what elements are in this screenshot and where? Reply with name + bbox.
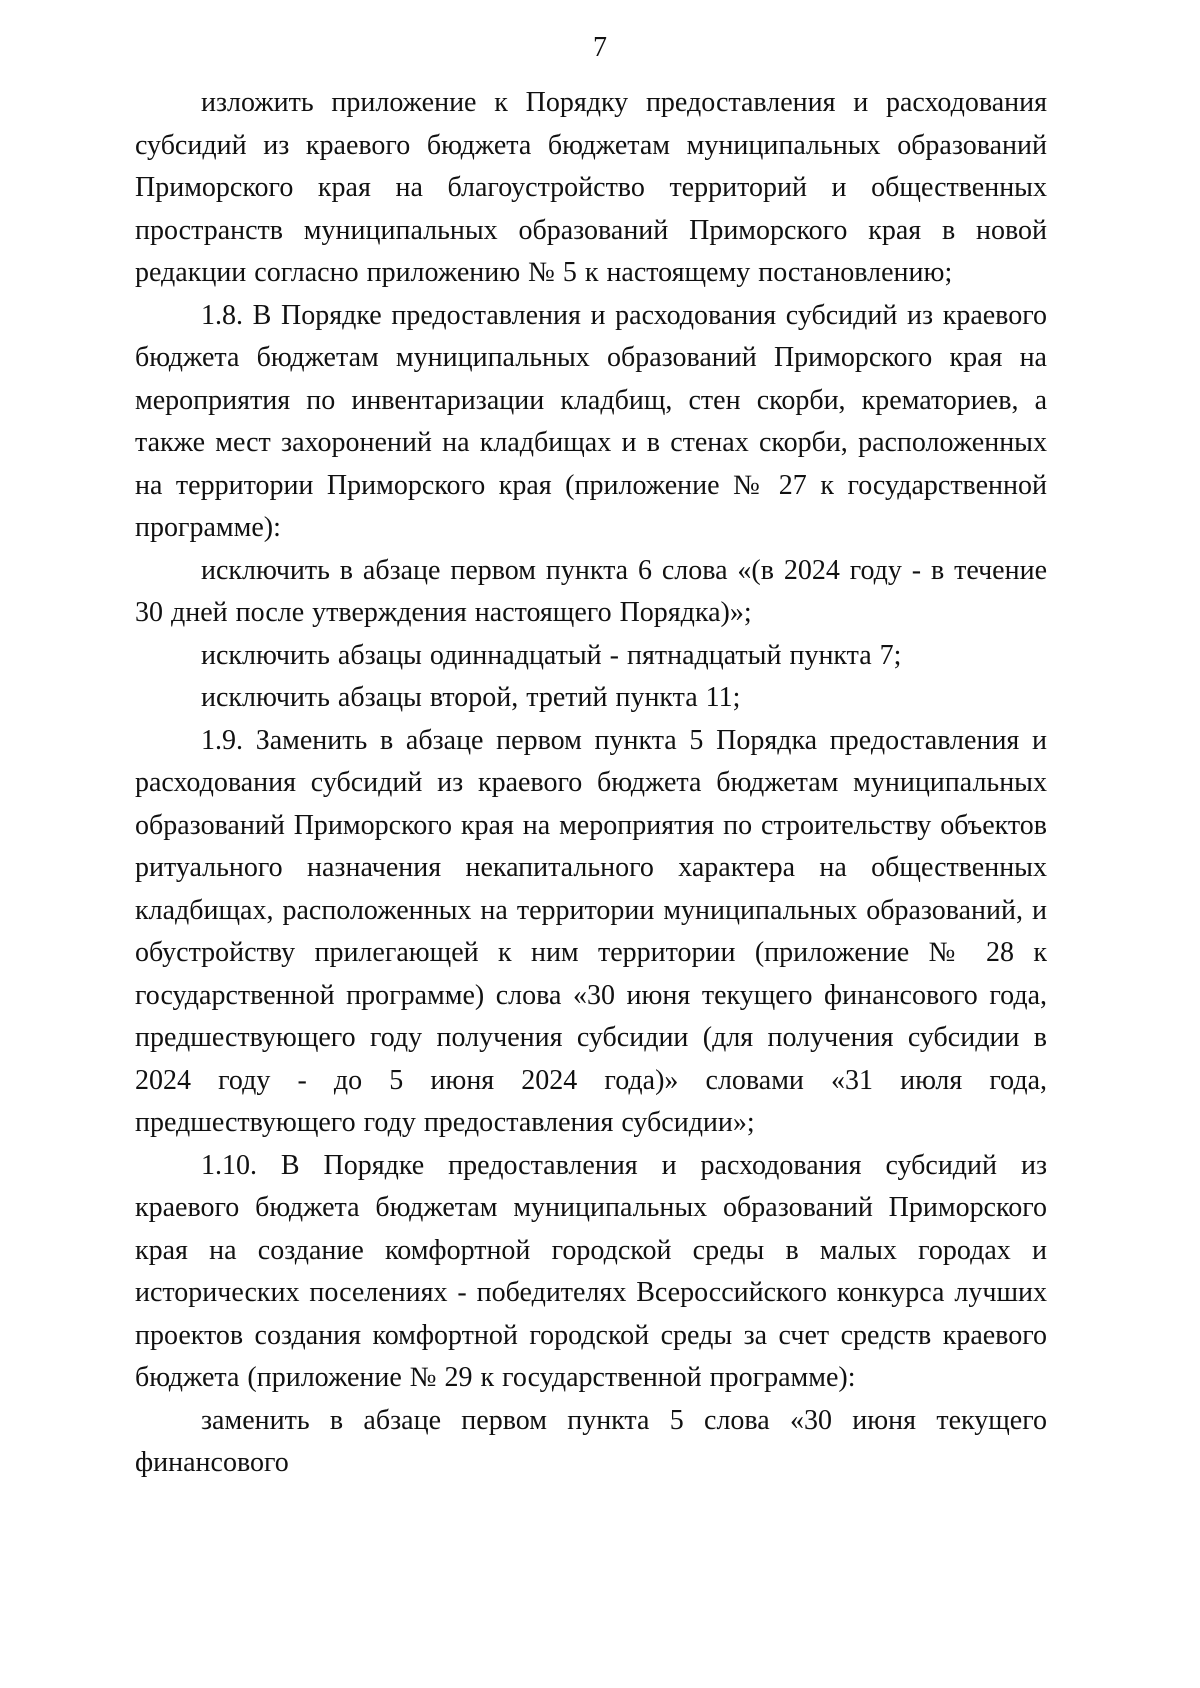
paragraph-replace-words: заменить в абзаце первом пункта 5 слова «30 июня текущего финансового [135,1404,1047,1478]
paragraph-appendix-statement: изложить приложение к Порядку предоставления и расходования субсидий из краевого бюджета бюджетам муниципальных образований Приморского края на благоустройство территорий и общественных пространств муниципальных образований Приморского края в новой редакции согласно приложению № 5 к настоящему постановлению; [135,87,1047,288]
paragraph-exclude-clauses-item-11: исключить абзацы второй, третий пункта 11; [201,682,741,713]
paragraph-item-1-8: 1.8. В Порядке предоставления и расходования субсидий из краевого бюджета бюджетам муниципальных образований Приморского края на мероприятия по инвентаризации кладбищ, стен скорби, крематориев, а также мест захоронений на кладбищах и в стенах скорби, расположенных на территории Приморского края (приложение № 27 к государственной программе): [135,299,1047,543]
paragraph-item-1-10: 1.10. В Порядке предоставления и расходования субсидий из краевого бюджета бюджетам муниципальных образований Приморского края на создание комфортной городской среды в малых городах и исторических поселениях - победителях Всероссийского конкурса лучших проектов создания комфортной городской среды за счет средств краевого бюджета (приложение № 29 к государственной программе): [135,1149,1047,1393]
page-number: 7 [593,32,607,63]
paragraph-exclude-words: исключить в абзаце первом пункта 6 слова «(в 2024 году - в течение 30 дней после утверждения настоящего Порядка)»; [135,554,1047,628]
document-body [135,82,1047,1485]
paragraph-item-1-9: 1.9. Заменить в абзаце первом пункта 5 Порядка предоставления и расходования субсидий из краевого бюджета бюджетам муниципальных образований Приморского края на мероприятия по строительству объектов ритуального назначения некапитального характера на общественных кладбищах, расположенных на территории муниципальных образований, и обустройству прилегающей к ним территории (приложение № 28 к государственной программе) слова «30 июня текущего финансового года, предшествующего году получения субсидии (для получения субсидии в 2024 году - до 5 июня 2024 года)» словами «31 июля года, предшествующего году предоставления субсидии»; [135,724,1047,1138]
paragraph-exclude-clauses-item-7: исключить абзацы одиннадцатый - пятнадцатый пункта 7; [201,639,902,671]
